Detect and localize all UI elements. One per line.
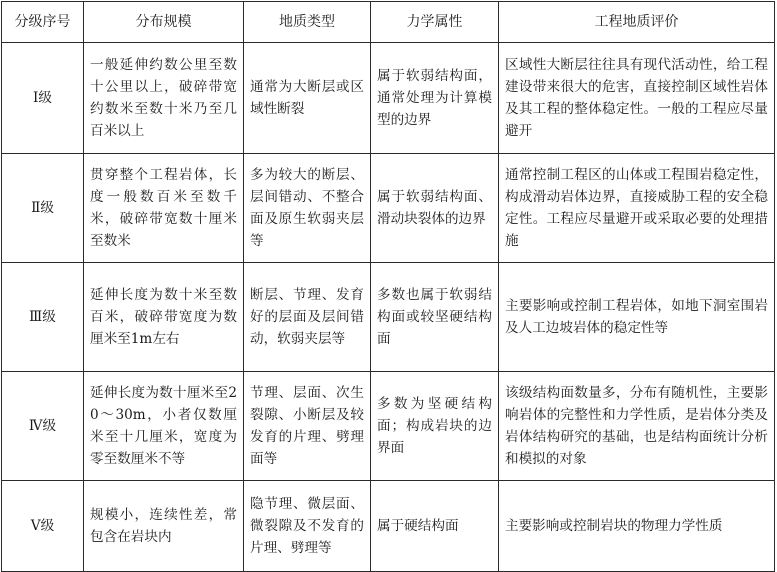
mechanics-cell: 多数也属于软弱结构面或较坚硬结构面 bbox=[371, 263, 499, 372]
table-row bbox=[2, 154, 775, 263]
rock-discontinuity-classification-table bbox=[1, 1, 775, 572]
level-cell: Ⅴ级 bbox=[2, 481, 84, 572]
mechanics-cell: 属于硬结构面 bbox=[371, 481, 499, 572]
table-row bbox=[2, 43, 775, 154]
table-row bbox=[2, 263, 775, 372]
header-evaluation: 工程地质评价 bbox=[499, 2, 775, 43]
table-row bbox=[2, 481, 775, 572]
table-header-row bbox=[2, 2, 775, 43]
level-cell: Ⅱ级 bbox=[2, 154, 84, 263]
evaluation-cell: 主要影响或控制岩块的物理力学性质 bbox=[499, 481, 775, 572]
evaluation-cell: 该级结构面数量多，分布有随机性，主要影响岩体的完整性和力学性质，是岩体分类及岩体结构研究的基础，也是结构面统计分析和模拟的对象 bbox=[499, 372, 775, 481]
scale-cell: 一般延伸约数公里至数十公里以上，破碎带宽约数米至数十米乃至几百米以上 bbox=[84, 43, 244, 154]
mechanics-cell: 多数为坚硬结构面；构成岩块的边界面 bbox=[371, 372, 499, 481]
geo-type-cell: 多为较大的断层、层间错动、不整合面及原生软弱夹层等 bbox=[244, 154, 371, 263]
header-level: 分级序号 bbox=[2, 2, 84, 43]
level-cell: Ⅳ级 bbox=[2, 372, 84, 481]
mechanics-cell: 属于软弱结构面、滑动块裂体的边界 bbox=[371, 154, 499, 263]
evaluation-cell: 通常控制工程区的山体或工程围岩稳定性，构成滑动岩体边界，直接威胁工程的安全稳定性。工程应尽量避开或采取必要的处理措施 bbox=[499, 154, 775, 263]
table-row bbox=[2, 372, 775, 481]
mechanics-cell: 属于软弱结构面，通常处理为计算模型的边界 bbox=[371, 43, 499, 154]
scale-cell: 规模小，连续性差，常包含在岩块内 bbox=[84, 481, 244, 572]
evaluation-cell: 区域性大断层往往具有现代活动性，给工程建设带来很大的危害，直接控制区域性岩体及其工程的整体稳定性。一般的工程应尽量避开 bbox=[499, 43, 775, 154]
geo-type-cell: 节理、层面、次生裂隙、小断层及较发育的片理、劈理面等 bbox=[244, 372, 371, 481]
header-mechanics: 力学属性 bbox=[371, 2, 499, 43]
level-cell: Ⅲ级 bbox=[2, 263, 84, 372]
evaluation-cell: 主要影响或控制工程岩体，如地下洞室围岩及人工边坡岩体的稳定性等 bbox=[499, 263, 775, 372]
header-geo-type: 地质类型 bbox=[244, 2, 371, 43]
geo-type-cell: 通常为大断层或区域性断裂 bbox=[244, 43, 371, 154]
geo-type-cell: 断层、节理、发育好的层面及层间错动，软弱夹层等 bbox=[244, 263, 371, 372]
level-cell: Ⅰ级 bbox=[2, 43, 84, 154]
scale-cell: 延伸长度为数十米至数百米，破碎带宽度为数厘米至1m左右 bbox=[84, 263, 244, 372]
scale-cell: 贯穿整个工程岩体，长度一般数百米至数千米，破碎带宽数十厘米至数米 bbox=[84, 154, 244, 263]
geo-type-cell: 隐节理、微层面、微裂隙及不发育的片理、劈理等 bbox=[244, 481, 371, 572]
header-scale: 分布规模 bbox=[84, 2, 244, 43]
scale-cell: 延伸长度为数十厘米至20～30m，小者仅数厘米至十几厘米，宽度为零至数厘米不等 bbox=[84, 372, 244, 481]
